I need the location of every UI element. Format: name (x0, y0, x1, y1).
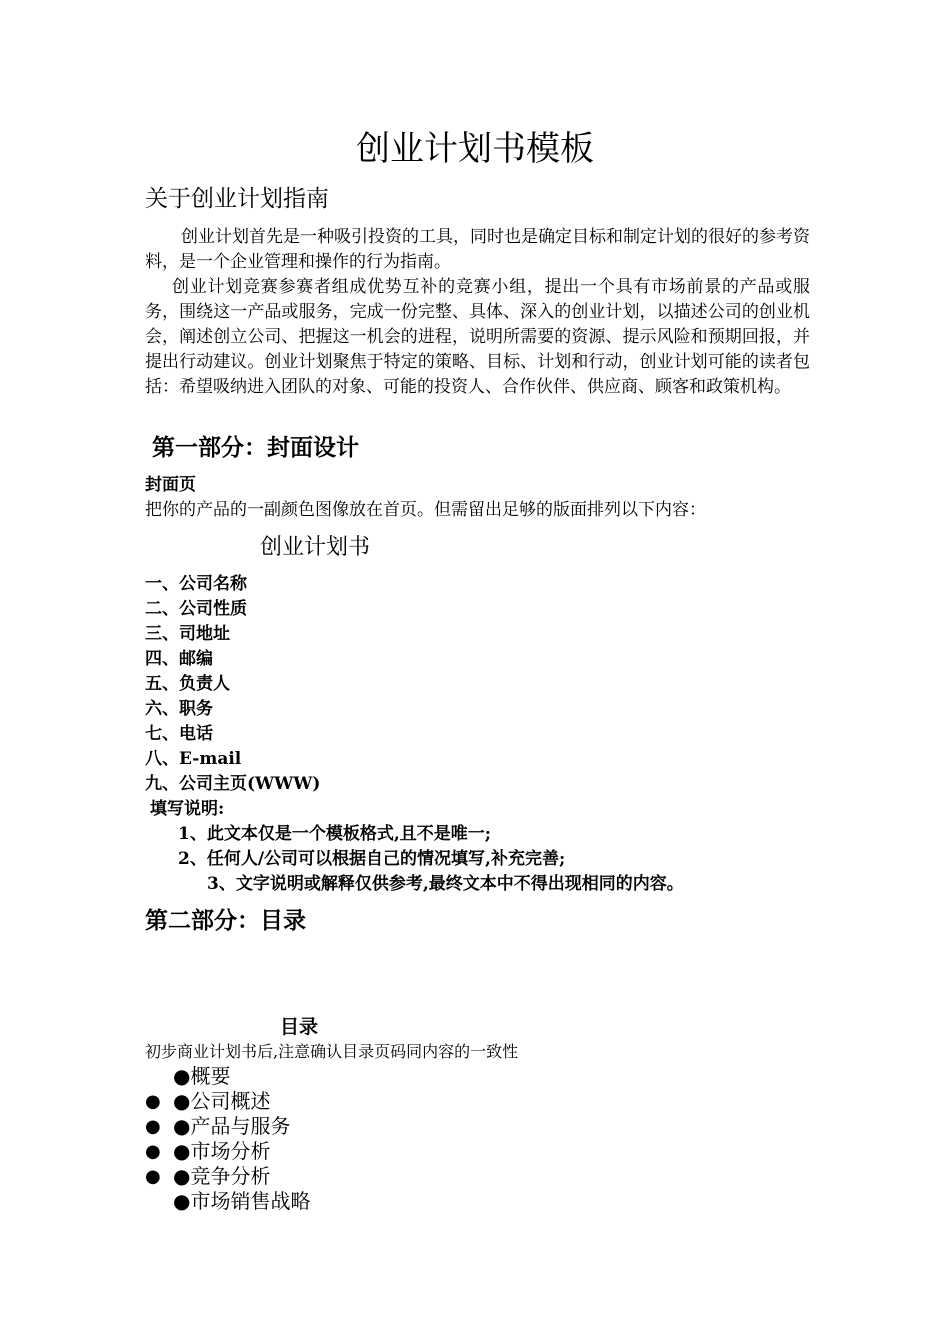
cover-item-list (145, 572, 320, 797)
guide-paragraph-1: 创业计划首先是一种吸引投资的工具，同时也是确定目标和制定计划的很好的参考资料，是一个企业管理和操作的行为指南。 (145, 227, 810, 272)
toc-list (145, 1064, 545, 1214)
toc-item-label: ●概要 (173, 1064, 231, 1088)
cover-item: 一、公司名称 (145, 574, 247, 594)
fill-instruction-2: 2、任何人/公司可以根据自己的情况填写,补充完善; (178, 849, 566, 869)
toc-item (145, 1139, 545, 1164)
bullet-icon: ● (145, 1166, 161, 1187)
document-title: 创业计划书模板 (356, 129, 594, 169)
cover-item: 九、公司主页(WWW) (145, 774, 321, 794)
toc-item (145, 1189, 545, 1214)
cover-page-description: 把你的产品的一副颜色图像放在首页。但需留出足够的版面排列以下内容： (145, 500, 706, 520)
cover-item: 四、邮编 (145, 649, 213, 669)
cover-item: 二、公司性质 (145, 599, 247, 619)
guide-paragraph-2: 创业计划竞赛参赛者组成优势互补的竞赛小组，提出一个具有市场前景的产品或服务，围绕这一产品或服务，完成一份完整、具体、深入的创业计划，以描述公司的创业机会，阐述创立公司、把握这一机会的进程，说明所需要的资源、提示风险和预期回报，并提出行动建议。创业计划聚焦于特定的策略、目标、计划和行动，创业计划可能的读者包括：希望吸纳进入团队的对象、可能的投资人、合作伙伴、供应商、顾客和政策机构。 (145, 277, 810, 397)
toc-item-label: ●市场销售战略 (173, 1189, 311, 1213)
guide-heading: 关于创业计划指南 (145, 186, 329, 212)
toc-item (145, 1164, 545, 1189)
cover-item: 六、职务 (145, 699, 213, 719)
cover-item: 五、负责人 (145, 674, 230, 694)
toc-note: 初步商业计划书后,注意确认目录页码同内容的一致性 (145, 1042, 519, 1061)
cover-page-label: 封面页 (145, 475, 196, 495)
part2-heading: 第二部分：目录 (145, 908, 306, 934)
cover-item: 八、E-mail (145, 749, 242, 769)
toc-item-label: ●公司概述 (173, 1089, 271, 1113)
fill-instruction-3: 3、文字说明或解释仅供参考,最终文本中不得出现相同的内容。 (207, 874, 684, 894)
bullet-icon: ● (145, 1091, 161, 1112)
cover-item: 三、司地址 (145, 624, 230, 644)
toc-title: 目录 (280, 1016, 319, 1038)
toc-item (145, 1114, 545, 1139)
bullet-icon: ● (145, 1141, 161, 1162)
cover-item: 七、电话 (145, 724, 213, 744)
cover-title: 创业计划书 (260, 535, 371, 560)
toc-item-label: ●产品与服务 (173, 1114, 291, 1138)
bullet-icon: ● (145, 1116, 161, 1137)
toc-item (145, 1064, 545, 1089)
toc-item-label: ●市场分析 (173, 1139, 271, 1163)
part1-heading: 第一部分：封面设计 (152, 435, 359, 461)
toc-item (145, 1089, 545, 1114)
toc-item-label: ●竞争分析 (173, 1164, 271, 1188)
fill-instruction-1: 1、此文本仅是一个模板格式,且不是唯一; (178, 824, 492, 844)
fill-instructions-title: 填写说明: (150, 799, 225, 819)
